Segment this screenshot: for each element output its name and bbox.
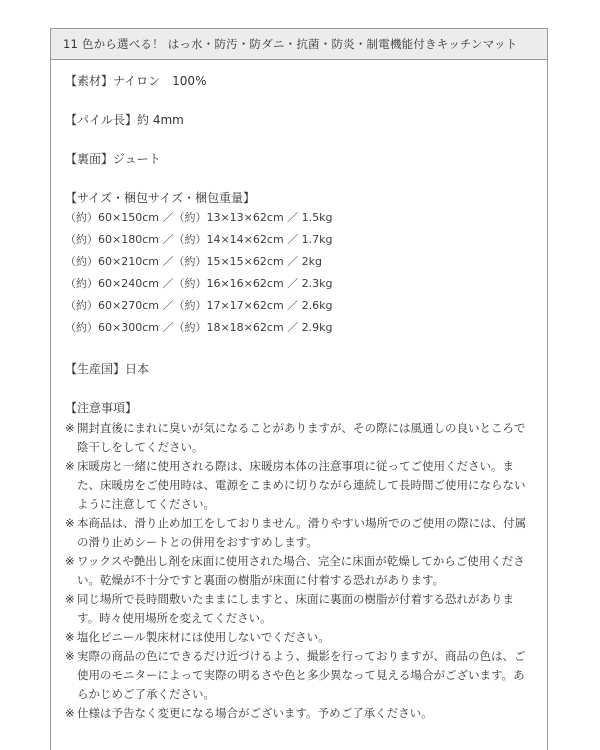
size-row: （約）60×180cm ／（約）14×14×62cm ／ 1.7kg (65, 233, 333, 246)
note-mark: ※ (65, 706, 75, 720)
note-item (65, 628, 533, 647)
note-text: ワックスや艶出し剤を床面に使用された場合、完全に床面が乾燥してからご使用ください。乾燥が不十分ですと裏面の樹脂が床面に付着する恐れがあります。 (77, 554, 525, 587)
notes-section (65, 399, 533, 723)
note-text: 床暖房と一緒に使用される際は、床暖房本体の注意事項に従ってご使用ください。また、床暖房をご使用時は、電源をこまめに切りながら連続して長時間ご使用にならないように注意してください。 (77, 459, 526, 511)
note-item (65, 647, 533, 704)
size-row: （約）60×150cm ／（約）13×13×62cm ／ 1.5kg (65, 211, 333, 224)
note-item (65, 590, 533, 628)
origin-section (65, 360, 533, 378)
note-item (65, 514, 533, 552)
backing-section (65, 150, 533, 168)
note-mark: ※ (65, 459, 75, 473)
pile-section (65, 111, 533, 129)
note-text: 同じ場所で長時間敷いたままにしますと、床面に裏面の樹脂が付着する恐れがあります。時々使用場所を変えてください。 (77, 592, 514, 625)
material-label: 【素材】ナイロン 100% (65, 74, 207, 88)
note-mark: ※ (65, 649, 75, 663)
size-title: 【サイズ・梱包サイズ・梱包重量】 (65, 191, 256, 205)
note-mark: ※ (65, 554, 75, 568)
note-mark: ※ (65, 516, 75, 530)
backing-label: 【裏面】ジュート (65, 152, 161, 166)
product-title: 11 色から選べる！ はっ水・防汚・防ダニ・抗菌・防炎・制電機能付きキッチンマット (51, 29, 547, 60)
material-section (65, 72, 533, 90)
note-text: 塩化ビニール製床材には使用しないでください。 (77, 630, 330, 644)
spec-card (50, 28, 548, 750)
origin-label: 【生産国】日本 (65, 362, 150, 376)
size-section (65, 189, 533, 339)
note-mark: ※ (65, 630, 75, 644)
note-text: 実際の商品の色にできるだけ近づけるよう、撮影を行っておりますが、商品の色は、ご使用のモニターによって実際の明るさや色と多少異なって見える場合がございます。あらかじめご了承ください。 (77, 649, 526, 701)
note-text: 仕様は予告なく変更になる場合がございます。予めご了承ください。 (77, 706, 433, 720)
spec-body (51, 60, 547, 723)
note-item (65, 552, 533, 590)
note-text: 開封直後にまれに臭いが気になることがありますが、その際には風通しの良いところで陰干しをしてください。 (77, 421, 526, 454)
size-row: （約）60×300cm ／（約）18×18×62cm ／ 2.9kg (65, 321, 333, 334)
note-item (65, 704, 533, 723)
pile-length-label: 【パイル長】約 4mm (65, 113, 184, 127)
note-item (65, 457, 533, 514)
note-mark: ※ (65, 421, 75, 435)
note-text: 本商品は、滑り止め加工をしておりません。滑りやすい場所でのご使用の際には、付属の滑り止めシートとの併用をおすすめします。 (77, 516, 527, 549)
note-mark: ※ (65, 592, 75, 606)
size-row: （約）60×240cm ／（約）16×16×62cm ／ 2.3kg (65, 277, 333, 290)
size-row: （約）60×210cm ／（約）15×15×62cm ／ 2kg (65, 255, 323, 268)
note-item (65, 419, 533, 457)
size-row: （約）60×270cm ／（約）17×17×62cm ／ 2.6kg (65, 299, 333, 312)
notes-title: 【注意事項】 (65, 401, 138, 415)
